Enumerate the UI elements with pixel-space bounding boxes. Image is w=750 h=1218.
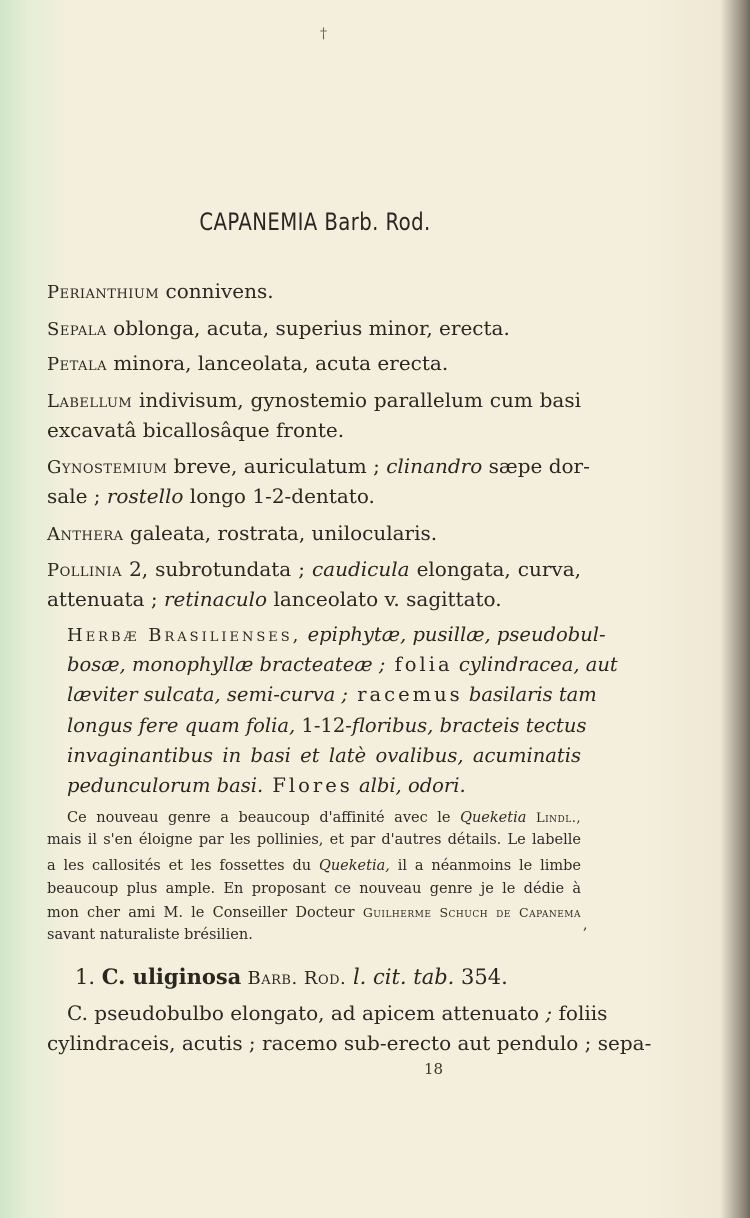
note-line-1: Ce nouveau genre a beaucoup d'affinité avec le Queketia Lindl., bbox=[67, 810, 581, 826]
herbae-line-6: pedunculorum basi. Flores albi, odori. bbox=[67, 774, 466, 797]
herbae-line-5: invaginantibus in basi et latè ovalibus, acuminatis bbox=[67, 744, 581, 767]
line-labellum: Labellum indivisum, gynostemio parallelum cum basi bbox=[47, 388, 581, 412]
species-heading: 1. C. uliginosa Barb. Rod. l. cit. tab. 354. bbox=[75, 964, 508, 989]
desc-line-2: cylindraceis, acutis ; racemo sub-erecto aut pendulo ; sepa- bbox=[47, 1031, 652, 1055]
note-line-4: beaucoup plus ample. En proposant ce nouveau genre je le dédie à bbox=[47, 881, 581, 897]
line-gynostemium-cont: sale ; rostello longo 1-2-dentato. bbox=[47, 484, 375, 508]
line-pollinia-cont: attenuata ; retinaculo lanceolato v. sagittato. bbox=[47, 587, 502, 611]
note-line-3: a les callosités et les fossettes du Queketia, il a néanmoins le limbe bbox=[47, 858, 581, 874]
note-comma: , bbox=[583, 917, 588, 933]
genus-title: CAPANEMIA Barb. Rod. bbox=[199, 208, 431, 236]
herbae-line-4: longus fere quam folia, 1-12-floribus, bracteis tectus bbox=[67, 714, 587, 737]
note-line-5: mon cher ami M. le Conseiller Docteur Guilherme Schuch de Capanema bbox=[47, 905, 582, 921]
desc-line-1: C. pseudobulbo elongato, ad apicem attenuato ; foliis bbox=[67, 1001, 608, 1025]
page-number: 18 bbox=[424, 1060, 444, 1078]
herbae-line-3: læviter sulcata, semi-curva ; racemus basilaris tam bbox=[67, 683, 597, 706]
line-perianthium: Perianthium connivens. bbox=[47, 279, 274, 303]
line-petala: Petala minora, lanceolata, acuta erecta. bbox=[47, 351, 449, 375]
line-gynostemium: Gynostemium breve, auriculatum ; clinandro sæpe dor- bbox=[47, 454, 590, 478]
header-mark: † bbox=[320, 26, 327, 42]
line-labellum-cont: excavatâ bicallosâque fronte. bbox=[47, 418, 345, 442]
note-line-6: savant naturaliste brésilien. bbox=[47, 927, 253, 943]
note-line-2: mais il s'en éloigne par les pollinies, et par d'autres détails. Le labelle bbox=[47, 832, 581, 848]
line-pollinia: Pollinia 2, subrotundata ; caudicula elongata, curva, bbox=[47, 557, 581, 581]
herbae-line-1: Herbæ Brasilienses, epiphytæ, pusillæ, pseudobul- bbox=[67, 623, 606, 646]
line-sepala: Sepala oblonga, acuta, superius minor, erecta. bbox=[47, 316, 510, 340]
herbae-line-2: bosæ, monophyllæ bracteateæ ; folia cylindracea, aut bbox=[67, 653, 618, 676]
line-anthera: Anthera galeata, rostrata, unilocularis. bbox=[47, 521, 438, 545]
